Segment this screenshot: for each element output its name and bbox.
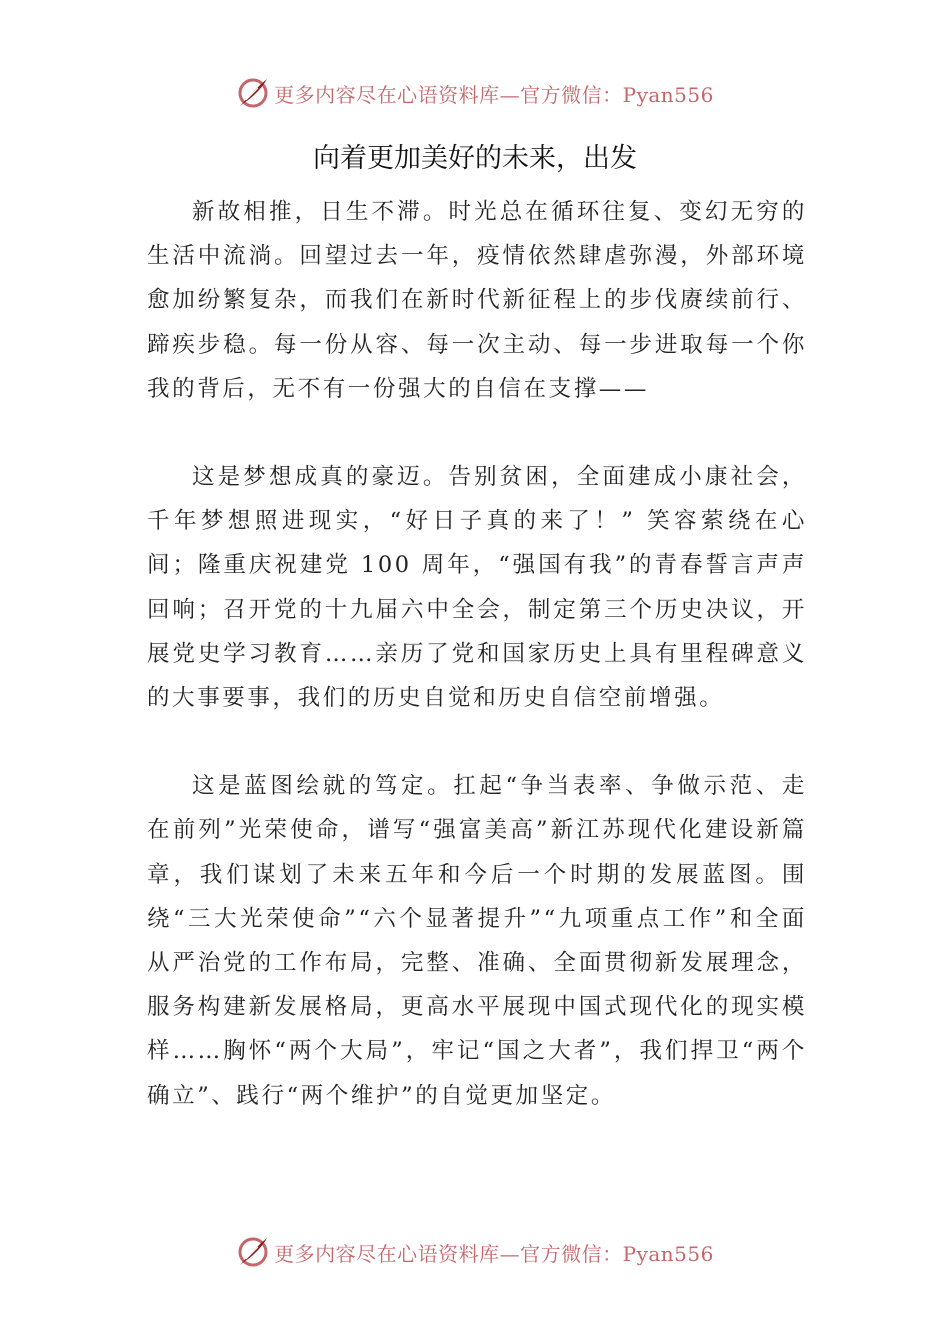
- paragraph-1: 新故相推，日生不滞。时光总在循环往复、变幻无穷的生活中流淌。回望过去一年，疫情依然肆虐弥漫，外部环境愈加纷繁复杂，而我们在新时代新征程上的步伐赓续前行、蹄疾步稳。每一份从容、每一次主动、每一步进取每一个你我的背后，无不有一份强大的自信在支撑——: [147, 199, 807, 402]
- header-banner-text: 更多内容尽在心语资料库—官方微信：Pyan556: [274, 82, 714, 107]
- document-title: 向着更加美好的未来，出发: [313, 143, 637, 174]
- header-banner: [0, 73, 950, 113]
- footer-banner: [0, 1232, 950, 1272]
- paragraph-3: 这是蓝图绘就的笃定。扛起“争当表率、争做示范、走在前列”光荣使命，谱写“强富美高”新江苏现代化建设新篇章，我们谋划了未来五年和今后一个时期的发展蓝图。围绕“三大光荣使命”“六个显著提升”“九项重点工作”和全面从严治党的工作布局，完整、准确、全面贯彻新发展理念，服务构建新发展格局，更高水平展现中国式现代化的现实模样……胸怀“两个大局”，牢记“国之大者”，我们捍卫“两个确立”、践行“两个维护”的自觉更加坚定。: [147, 773, 807, 1109]
- quill-logo-icon: [236, 76, 270, 110]
- paragraph-2: 这是梦想成真的豪迈。告别贫困，全面建成小康社会，千年梦想照进现实，“好日子真的来了！” 笑容萦绕在心间；隆重庆祝建党 100 周年，“强国有我”的青春誓言声声回响；召开党的十九届六中全会，制定第三个历史决议，开展党史学习教育……亲历了党和国家历史上具有里程碑意义的大事要事，我们的历史自觉和历史自信空前增强。: [147, 464, 807, 712]
- quill-logo-icon: [236, 1235, 270, 1269]
- document-body: [147, 190, 807, 1162]
- footer-banner-text: 更多内容尽在心语资料库—官方微信：Pyan556: [274, 1241, 714, 1266]
